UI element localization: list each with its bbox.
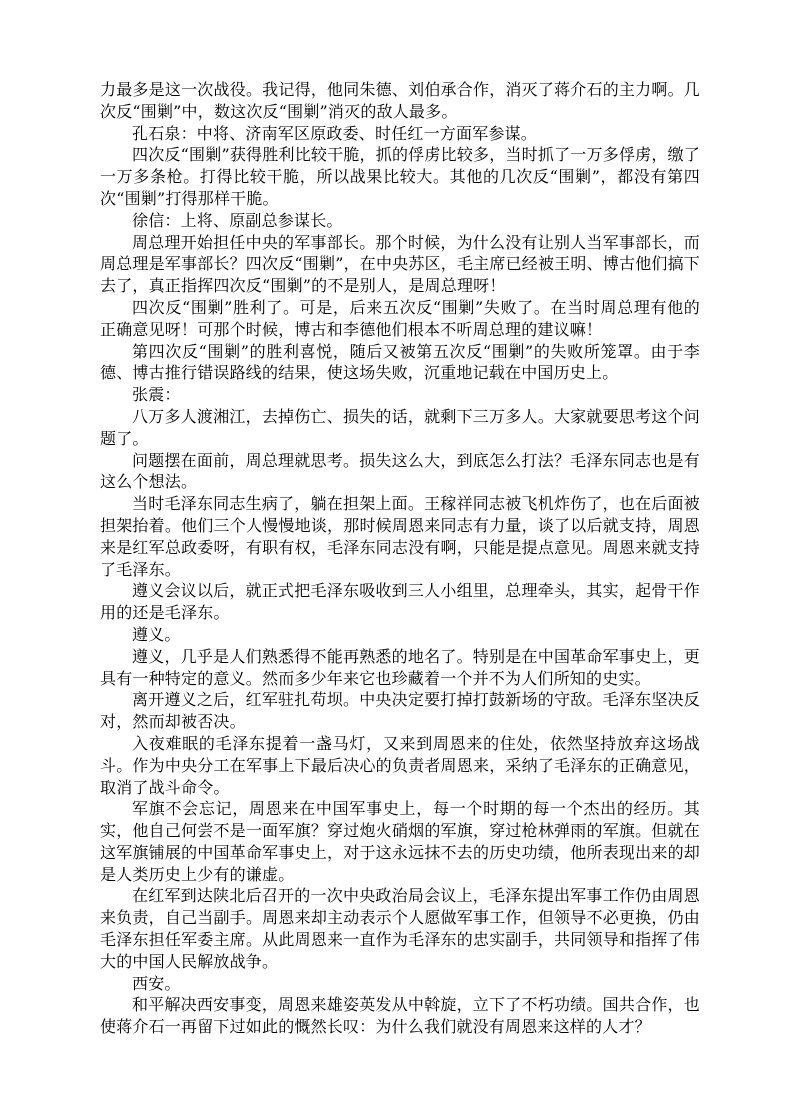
paragraph: 四次反“围剿”胜利了。可是，后来五次反“围剿”失败了。在当时周总理有他的正确意见呀！可那个时候，博古和李德他们根本不听周总理的建议嘛！ [100,297,700,339]
paragraph: 遵义，几乎是人们熟悉得不能再熟悉的地名了。特别是在中国革命军事史上，更具有一种特定的意义。然而多少年来它也珍藏着一个并不为人们所知的史实。 [100,646,700,688]
paragraph: 遵义。 [132,624,181,644]
paragraph: 力最多是这一次战役。我记得，他同朱德、刘伯承合作，消灭了蒋介石的主力啊。几次反“围剿”中，数这次反“围剿”消灭的敌人最多。 [100,80,700,121]
paragraph: 入夜难眠的毛泽东提着一盏马灯，又来到周恩来的住处，依然坚持放弃这场战斗。作为中央分工在军事上下最后决心的负责者周恩来，采纳了毛泽东的正确意见，取消了战斗命令。 [100,733,700,797]
paragraph: 徐信：上将、原副总参谋长。 [132,210,343,230]
paragraph: 四次反“围剿”获得胜利比较干脆，抓的俘虏比较多，当时抓了一万多俘虏，缴了一万多条枪。打得比较干脆，所以战果比较大。其他的几次反“围剿”，都没有第四次“围剿”打得那样干脆。 [100,145,700,208]
paragraph: 张震： [132,385,181,405]
paragraph: 当时毛泽东同志生病了，躺在担架上面。王稼祥同志被飞机炸伤了，也在后面被担架抬着。他们三个人慢慢地谈，那时候周恩来同志有力量，谈了以后就支持，周恩来是红军总政委呀，有职有权，毛泽东同志没有啊，只能是提点意见。周恩来就支持了毛泽东。 [100,494,700,579]
paragraph: 离开遵义之后，红军驻扎苟坝。中央决定要打掉打鼓新场的守敌。毛泽东坚决反对，然而却被否决。 [100,690,700,732]
paragraph: 问题摆在面前，周总理就思考。损失这么大，到底怎么打法？毛泽东同志也是有这么个想法。 [100,450,700,492]
paragraph: 和平解决西安事变，周恩来雄姿英发从中斡旋，立下了不朽功绩。国共合作，也使蒋介石一再留下过如此的慨然长叹：为什么我们就没有周恩来这样的人才？ [100,995,700,1037]
paragraph: 西安。 [132,973,181,993]
paragraph: 周总理开始担任中央的军事部长。那个时候，为什么没有让别人当军事部长，而周总理是军事部长？四次反“围剿”，在中央苏区，毛主席已经被王明、博古他们搞下去了，真正指挥四次反“围剿”的不是别人，是周总理呀！ [100,232,700,296]
paragraph: 孔石泉：中将、济南军区原政委、时任红一方面军参谋。 [132,123,538,143]
paragraph: 第四次反“围剿”的胜利喜悦，随后又被第五次反“围剿”的失败所笼罩。由于李德、博古推行错误路线的结果，使这场失败，沉重地记载在中国历史上。 [100,341,700,383]
paragraph: 军旗不会忘记，周恩来在中国军事史上，每一个时期的每一个杰出的经历。其实，他自己何尝不是一面军旗？穿过炮火硝烟的军旗，穿过枪林弹雨的军旗。但就在这军旗铺展的中国革命军事史上，对于这永远抹不去的历史功绩，他所表现出来的却是人类历史上少有的谦虚。 [100,799,700,884]
paragraph: 八万多人渡湘江，去掉伤亡、损失的话，就剩下三万多人。大家就要思考这个问题了。 [100,406,700,448]
paragraph: 遵义会议以后，就正式把毛泽东吸收到三人小组里，总理牵头，其实，起骨干作用的还是毛泽东。 [100,581,700,623]
paragraph: 在红军到达陕北后召开的一次中央政治局会议上，毛泽东提出军事工作仍由周恩来负责，自己当副手。周恩来却主动表示个人愿做军事工作，但领导不必更换，仍由毛泽东担任军委主席。从此周恩来一直作为毛泽东的忠实副手，共同领导和指挥了伟大的中国人民解放战争。 [100,886,700,971]
